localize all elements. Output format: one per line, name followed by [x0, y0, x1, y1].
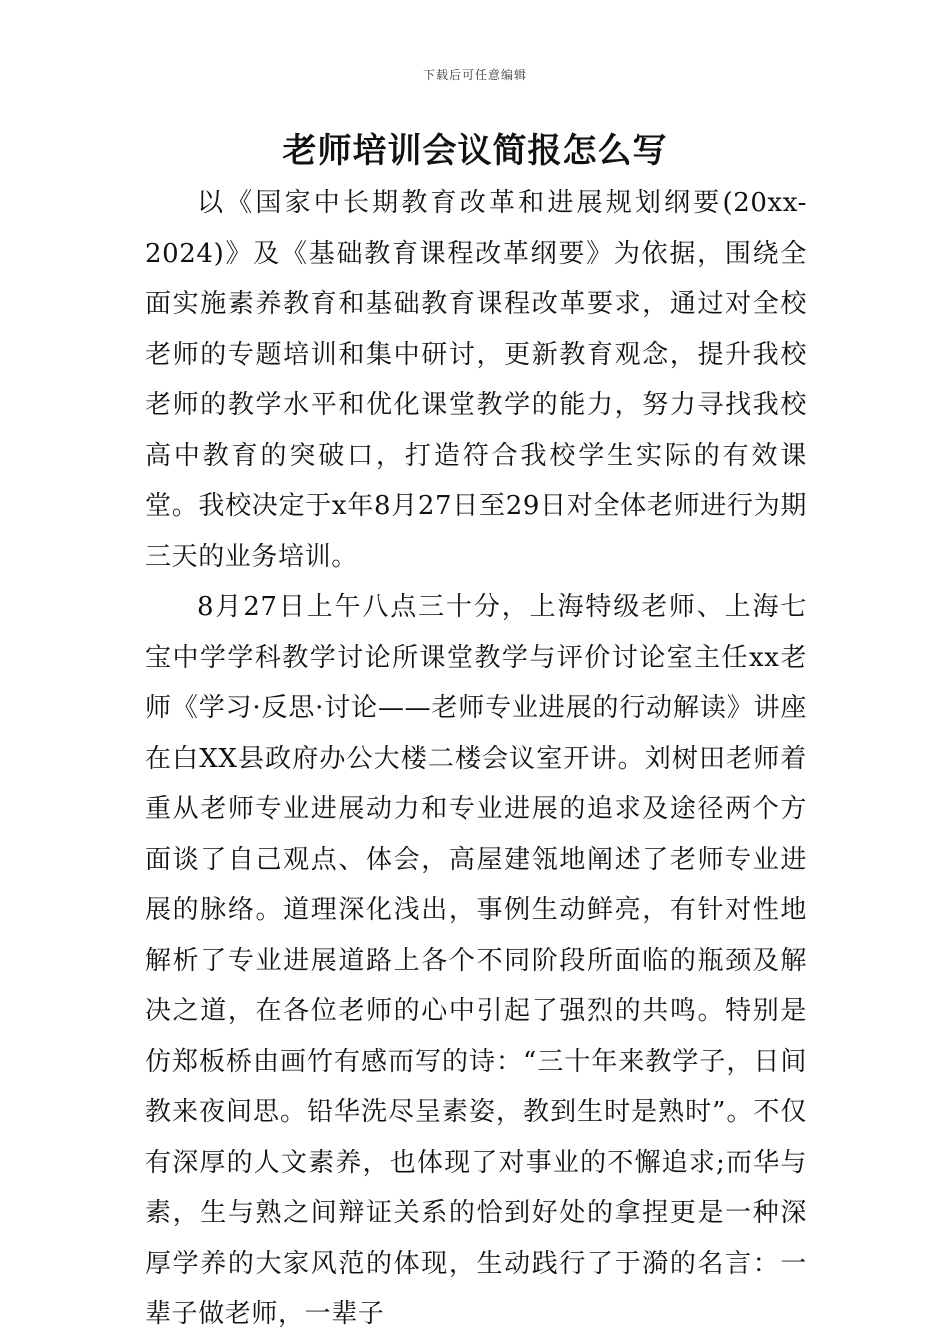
- paragraph-2: 8月27日上午八点三十分，上海特级老师、上海七宝中学学科教学讨论所课堂教学与评价讨论室主任xx老师《学习·反思·讨论——老师专业进展的行动解读》讲座在白XX县政府办公大楼二楼会议室开讲。刘树田老师着重从老师专业进展动力和专业进展的追求及途径两个方面谈了自己观点、体会，高屋建瓴地阐述了老师专业进展的脉络。道理深化浅出，事例生动鲜亮，有针对性地解析了专业进展道路上各个不同阶段所面临的瓶颈及解决之道，在各位老师的心中引起了强烈的共鸣。特别是仿郑板桥由画竹有感而写的诗：“三十年来教学子，日间教来夜间思。铅华洗尽呈素姿，教到生时是熟时”。不仅有深厚的人文素养，也体现了对事业的不懈追求;而华与素，生与熟之间辩证关系的恰到好处的拿捏更是一种深厚学养的大家风范的体现，生动践行了于漪的名言：一辈子做老师，一辈子: [145, 592, 807, 1329]
- header-note: 下载后可任意编辑: [422, 68, 527, 82]
- paragraph-1: 以《国家中长期教育改革和进展规划纲要(20xx-2024)》及《基础教育课程改革纲要》为依据，围绕全面实施素养教育和基础教育课程改革要求，通过对全校老师的专题培训和集中研讨，更新教育观念，提升我校老师的教学水平和优化课堂教学的能力，努力寻找我校高中教育的突破口，打造符合我校学生实际的有效课堂。我校决定于x年8月27日至29日对全体老师进行为期三天的业务培训。: [145, 188, 807, 572]
- document-title: 老师培训会议简报怎么写: [282, 131, 668, 171]
- document-body: [145, 178, 807, 1340]
